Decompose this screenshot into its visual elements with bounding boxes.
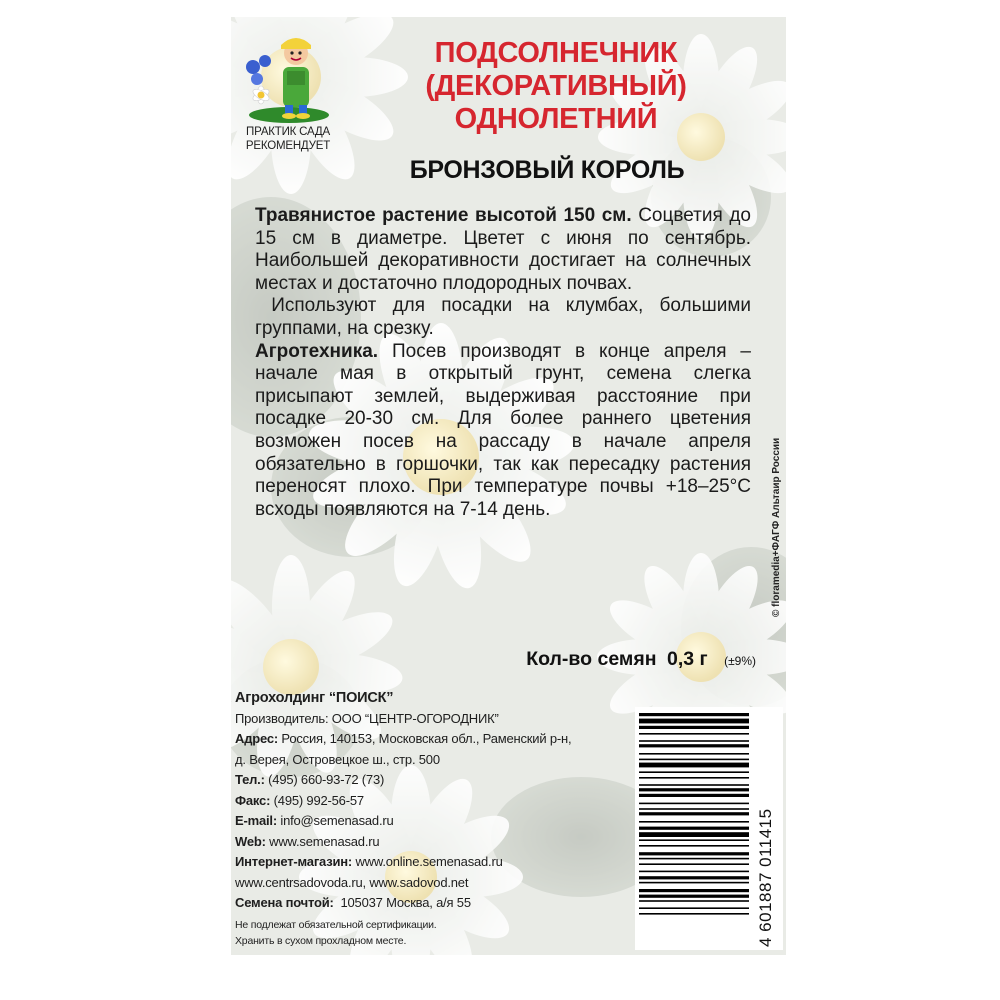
fax-value: (495) 992-56-57 <box>273 792 364 808</box>
shop-value: www.centrsadovoda.ru, www.sadovod.net <box>235 874 469 890</box>
email-value: info@semenasad.ru <box>280 813 394 828</box>
disclaimer-line: Хранить в сухом прохладном месте. <box>235 934 407 947</box>
height-lead: Травянистое растение высотой 150 см. <box>255 205 632 226</box>
photo-credit <box>231 17 786 955</box>
seed-quantity-tolerance: (±9%) <box>724 654 756 668</box>
email-label: E-mail: <box>235 813 277 828</box>
mail-value: 105037 Москва, а/я 55 <box>340 895 471 910</box>
web-value: www.semenasad.ru <box>269 833 380 849</box>
disclaimer-line: Не подлежат обязательной сертификации. <box>235 919 437 931</box>
variety-name: БРОНЗОВЫЙ КОРОЛЬ <box>409 156 685 184</box>
fax-label: Факс: <box>235 792 271 808</box>
usage-text: Используют для посадки на клумбах, большими группами, на срезку. <box>255 295 751 339</box>
address-line: д. Верея, Островецкое ш., стр. 500 <box>235 751 440 767</box>
seed-quantity-label: Кол-во семян <box>526 648 657 670</box>
title-line: (ДЕКОРАТИВНЫЙ) <box>425 70 687 102</box>
producer-line: Производитель: ООО “ЦЕНТР-ОГОРОДНИК” <box>235 710 499 726</box>
brand-caption-line: ПРАКТИК САДА <box>246 126 330 138</box>
address-line: Россия, 140153, Московская обл., Раменский р-н, <box>281 731 572 746</box>
mail-label: Семена почтой: <box>235 895 334 910</box>
shop-value: www.online.semenasad.ru <box>355 854 503 869</box>
title-line: ПОДСОЛНЕЧНИК <box>434 37 678 69</box>
seed-packet <box>231 17 786 955</box>
web-label: Web: <box>235 833 266 849</box>
shop-label: Интернет-магазин: <box>235 854 353 869</box>
tel-value: (495) 660-93-72 (73) <box>268 772 385 787</box>
description-text: Соцветия до 15 см в диаметре. Цветет с июня по сентябрь. Наибольшей декоративности достигает на солнечных местах и достаточно плодородных почвах. <box>255 205 751 294</box>
title-line: ОДНОЛЕТНИЙ <box>454 103 658 135</box>
company-name: Агрохолдинг “ПОИСК” <box>235 690 394 706</box>
photo-credit-text: © floramedia+ФАГФ Альтаир России <box>771 437 782 617</box>
seed-quantity-value: 0,3 г <box>666 648 708 670</box>
address-label: Адрес: <box>235 731 278 746</box>
brand-caption-line: РЕКОМЕНДУЕТ <box>245 140 331 152</box>
agrotechnics-label: Агротехника. <box>255 340 379 362</box>
agrotechnics-text: Посев производят в конце апреля – начале мая в открытый грунт, семена слегка присыпают землей, выдерживая расстояние при посадке 20-30 см. Для более раннего цветения возможен посев на рассаду в начале апреля обязательно в горшочки, так как пересадку растения переносят плохо. При температуре почвы +18–25°С всходы появляются на 7-14 день. <box>255 340 751 520</box>
barcode-digits: 4 601887 011415 <box>756 808 775 947</box>
tel-label: Тел.: <box>235 772 265 787</box>
